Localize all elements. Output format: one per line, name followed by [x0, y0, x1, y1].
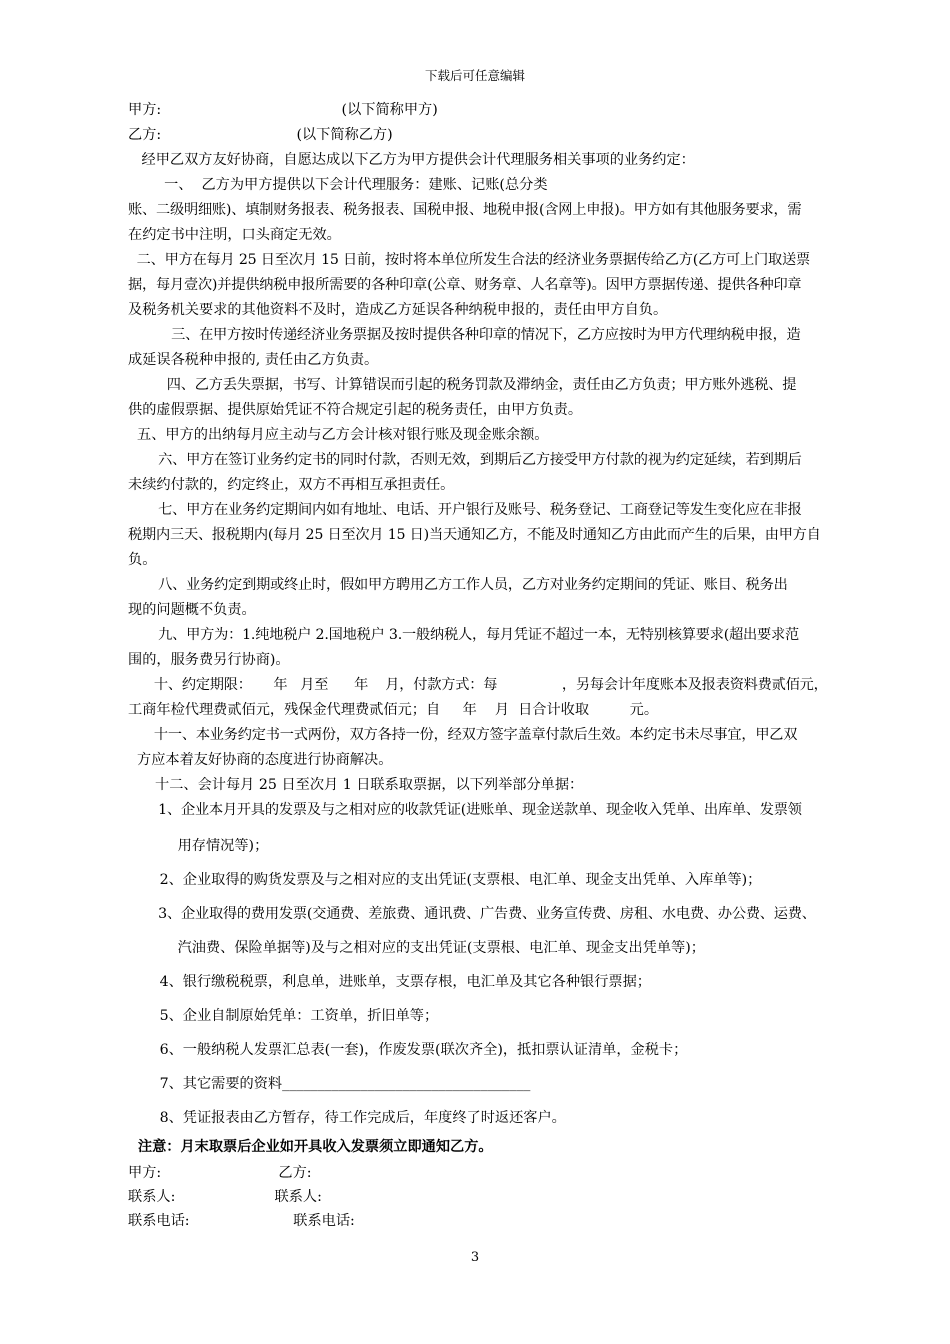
clause-11-line-2: 方应本着友好协商的态度进行协商解决。: [128, 752, 393, 768]
clause-12-heading: 十二、会计每月 25 日至次月 1 日联系取票据，以下列举部分单据：: [128, 777, 584, 793]
party-b-line: 乙方: (以下简称乙方): [128, 127, 393, 143]
clause-4-line-2: 供的虚假票据、提供原始凭证不符合规定引起的税务责任，由甲方负责。: [128, 402, 583, 418]
list-item-8: 8、凭证报表由乙方暂存，待工作完成后，年度终了时返还客户。: [128, 1110, 566, 1126]
clause-6-line-1: 六、甲方在签订业务约定书的同时付款，否则无效，到期后乙方接受甲方付款的视为约定延续，若到期后: [128, 452, 802, 468]
clause-2-line-3: 及税务机关要求的其他资料不及时，造成乙方延误各种纳税申报的，责任由甲方自负。: [128, 302, 668, 318]
signature-phone-line: 联系电话: 联系电话:: [128, 1213, 355, 1229]
clause-3-line-1: 三、在甲方按时传递经济业务票据及按时提供各种印章的情况下，乙方应按时为甲方代理纳税申报，造: [128, 327, 801, 343]
list-item-1-line-2: 用存情况等)；: [128, 838, 269, 854]
clause-3-line-2: 成延误各税种申报的, 责任由乙方负责。: [128, 352, 379, 368]
clause-5: 五、甲方的出纳每月应主动与乙方会计核对银行账及现金账余额。: [128, 427, 549, 443]
clause-7-line-2: 税期内三天、报税期内(每月 25 日至次月 15 日)当天通知乙方，不能及时通知乙方由此而产生的后果，由甲方自: [128, 527, 821, 543]
party-a-line: 甲方: (以下简称甲方): [128, 102, 438, 118]
list-item-3-line-1: 3、企业取得的费用发票(交通费、差旅费、通讯费、广告费、业务宣传费、房租、水电费、办公费、运费、: [128, 906, 816, 922]
clause-4-line-1: 四、乙方丢失票据，书写、计算错误而引起的税务罚款及滞纳金，责任由乙方负责；甲方账外逃税、提: [128, 377, 797, 393]
signature-party-line: 甲方: 乙方:: [128, 1165, 312, 1181]
list-item-7: 7、其它需要的资料___________________________________: [128, 1076, 531, 1092]
signature-contact-line: 联系人: 联系人:: [128, 1189, 322, 1205]
clause-8-line-2: 现的问题概不负责。: [128, 602, 256, 618]
clause-9-line-1: 九、甲方为：1.纯地税户 2.国地税户 3.一般纳税人，每月凭证不超过一本，无特别核算要求(超出要求范: [128, 627, 800, 643]
clause-9-line-2: 围的，服务费另行协商)。: [128, 652, 290, 668]
clause-10-line-2: 工商年检代理费贰佰元，残保金代理费贰佰元；自 年 月 日合计收取 元。: [128, 702, 659, 718]
notice-line: 注意：月末取票后企业如开具收入发票须立即通知乙方。: [128, 1139, 493, 1155]
clause-6-line-2: 未续约付款的，约定终止，双方不再相互承担责任。: [128, 477, 455, 493]
page-header: 下载后可任意编辑: [424, 68, 525, 83]
list-item-2: 2、企业取得的购货发票及与之相对应的支出凭证(支票根、电汇单、现金支出凭单、入库单等)；: [128, 872, 762, 888]
clause-8-line-1: 八、业务约定到期或终止时，假如甲方聘用乙方工作人员，乙方对业务约定期间的凭证、账目、税务出: [128, 577, 788, 593]
clause-7-line-1: 七、甲方在业务约定期间内如有地址、电话、开户银行及账号、税务登记、工商登记等发生变化应在非报: [128, 502, 802, 518]
clause-1-line-3: 在约定书中注明，口头商定无效。: [128, 227, 341, 243]
list-item-1-line-1: 1、企业本月开具的发票及与之相对应的收款凭证(进账单、现金送款单、现金收入凭单、出库单、发票领: [128, 802, 802, 818]
clause-2-line-1: 二、甲方在每月 25 日至次月 15 日前，按时将本单位所发生合法的经济业务票据传给乙方(乙方可上门取送票: [128, 252, 810, 268]
clause-10-line-1: 十、约定期限： 年 月至 年 月，付款方式：每 ，另每会计年度账本及报表资料费贰佰元，: [128, 677, 828, 693]
list-item-4: 4、银行缴税税票，利息单，进账单，支票存根，电汇单及其它各种银行票据；: [128, 974, 651, 990]
list-item-5: 5、企业自制原始凭单：工资单，折旧单等；: [128, 1008, 439, 1024]
list-item-6: 6、一般纳税人发票汇总表(一套)，作废发票(联次齐全)，抵扣票认证清单，金税卡；: [128, 1042, 688, 1058]
clause-7-line-3: 负。: [128, 552, 157, 568]
page-number: 3: [470, 1250, 480, 1265]
clause-11-line-1: 十一、本业务约定书一式两份，双方各持一份，经双方签字盖章付款后生效。本约定书未尽事宜，甲乙双: [128, 727, 798, 743]
intro-paragraph: 经甲乙双方友好协商，自愿达成以下乙方为甲方提供会计代理服务相关事项的业务约定：: [128, 152, 695, 168]
clause-1-line-2: 账、二级明细账)、填制财务报表、税务报表、国税申报、地税申报(含网上申报)。甲方如有其他服务要求，需: [128, 202, 802, 218]
list-item-3-line-2: 汽油费、保险单据等)及与之相对应的支出凭证(支票根、电汇单、现金支出凭单等)；: [128, 940, 705, 956]
clause-1-line-1: 一、 乙方为甲方提供以下会计代理服务：建账、记账(总分类: [128, 177, 548, 193]
clause-2-line-2: 据，每月壹次)并提供纳税申报所需要的各种印章(公章、财务章、人名章等)。因甲方票据传递、提供各种印章: [128, 277, 802, 293]
